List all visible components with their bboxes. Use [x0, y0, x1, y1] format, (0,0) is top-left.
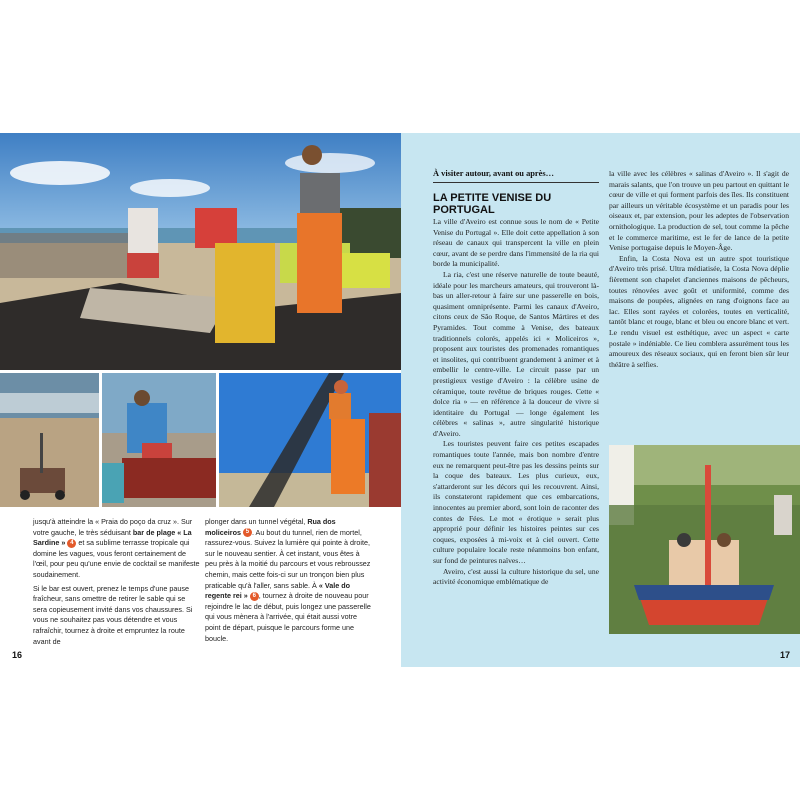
right-column-2 — [609, 169, 789, 370]
paragraph: la ville avec les célèbres « salinas d'Aveiro ». Il s'agit de marais salants, que l'on trouve un peu partout en quittant le cœur de ville et qui forment parfois des îles. Ils constituent par ailleurs un véritable écosystème et un paradis pour les oiseaux et, par extension, pour les adeptes de l'observation ornithologique. La production de sel, tout comme la pêche et le commerce maritime, est le fer de lance de la petite Venise portugaise depuis le Moyen-Âge. — [609, 169, 789, 253]
fishermen-beach-photo — [0, 133, 401, 370]
paragraph: jusqu'à atteindre la « Praia do poço da cruz ». Sur votre gauche, le très séduisant bar de plage « La Sardine » 4 et sa sublime terrasse tropicale qui domine les vagues, vous feront certainement de l'œil, pour peu qu'une envie de cocktail se manifeste soudainement. — [33, 517, 200, 579]
right-page — [401, 133, 800, 667]
paragraph: plonger dans un tunnel végétal, Rua dos moliceiros 5 . Au bout du tunnel, rien de mortel, rassurez-vous. Suivez la lumière qui pointe à droite, sur le nouveau sentier. À cet instant, vous êtes à peu près à la moitié du parcours et vous rebroussez chemin, mais cette fois-ci sur un tronçon bien plus praticable qu'à l'aller, sans sable. À « Vale do regente rei » 6 , tournez à droite de nouveau pour rejoindre le lac de début, puis longez une passerelle qui vous mènera à l'arrivée, qui était aussi votre point de départ, puisque le parcours forme une boucle. — [205, 517, 371, 643]
paragraph: La ria, c'est une réserve naturelle de toute beauté, idéale pour les marcheurs amateurs, qui trouveront là-bas un aller-retour à faire sur une passerelle en bois, quasiment omniprésente. Parmi les canaux d'Aveiro, citons ceux de São Roque, de Santos Mártires et des Pyramides. Tout comme à Venise, des bateaux traditionnels colorés, appelés ici « Moliceiros », proposent aux touristes des promenades romantiques et insolites, qui contribuent grandement à animer et à embellir le centre-ville. Le circuit passe par un prestigieux vestige d'Aveiro : la célèbre usine de céramique, toute revêtue de briques rouges. Cette « dolce ria » — en référence à la douceur de vivre si identitaire du Portugal — longe également les célèbres « salinas », autre singularité historique d'Aveiro. — [433, 269, 599, 438]
headline: LA PETITE VENISE DU PORTUGAL — [433, 192, 552, 216]
left-column-1 — [33, 517, 200, 650]
right-column-1-body — [433, 217, 599, 588]
paragraph: Si le bar est ouvert, prenez le temps d'une pause fraîcheur, sans omettre de retirer le sable qui se sera copieusement invité dans vos chaussures. Si vous ne souhaitez pas vous détendre et vous rafraîchir, tournez à droite et empruntez la route avant de — [33, 583, 193, 646]
paragraph: Les touristes peuvent faire ces petites escapades romantiques toute l'année, mais bon nombre d'entre eux ne remarquent peut-être pas les dessins peints sur la coque des bateaux. Les plus curieux, eux, s'attarderont sur les décors qui les recouvrent. Ainsi, ils constateront rapidement que ces embarcations, innocentes au premier abord, sont loin de raconter des contes de Fées. Le mot « érotique » serait plus approprié pour définir les histoires peintes sur ces coques, exposées à mi-voix et à ciel ouvert. Cette culture populaire locale reste néanmoins bon enfant, sur fond de peintures naïves… — [433, 439, 599, 565]
paragraph: Enfin, la Costa Nova est un autre spot touristique d'Aveiro très prisé. Ultra médiatisée, la Costa Nova déplie fièrement son chapelet d'anciennes maisons de pêcheurs, toutes rénovées avec goût et uniformité, comme des maisons de poupées, alignées en rang d'oignons face au lac. Elles sont rayées et colorées, toutes en verticalité, tantôt blanc et rouge, blanc et bleu ou encore blanc et vert. Le rendu visuel est esthétique, avec un aspect « carte postale » indéniable. Ce lieu comblera assurément tous les amoureux des réseaux sociaux, qui en feront bien sûr leur théâtre à selfies. — [609, 253, 789, 369]
article-header — [433, 169, 599, 220]
location-badge: 4 — [67, 539, 76, 548]
page-number-right: 17 — [779, 650, 790, 660]
left-page — [0, 133, 401, 667]
paragraph: La ville d'Aveiro est connue sous le nom de « Petite Venise du Portugal ». Elle doit cette appellation à son réseau de canaux qui transpercent la ville en plein cœur, avant de se perdre dans l'immensité de la ria qui borde la municipalité. — [433, 217, 599, 269]
beach-cart-photo — [0, 373, 99, 507]
left-column-2 — [205, 517, 371, 647]
magazine-spread — [0, 133, 800, 667]
paragraph: Aveiro, c'est aussi la culture historique du sel, une activité économique emblématique de — [433, 566, 599, 587]
page-number-left: 16 — [12, 650, 23, 660]
location-badge: 5 — [243, 528, 252, 537]
location-badge: 6 — [250, 592, 259, 601]
fisherman-cart-photo — [102, 373, 216, 507]
kicker: À visiter autour, avant ou après… — [433, 169, 599, 183]
fisherman-net-photo — [219, 373, 401, 507]
moliceiro-boat-photo — [609, 445, 800, 634]
